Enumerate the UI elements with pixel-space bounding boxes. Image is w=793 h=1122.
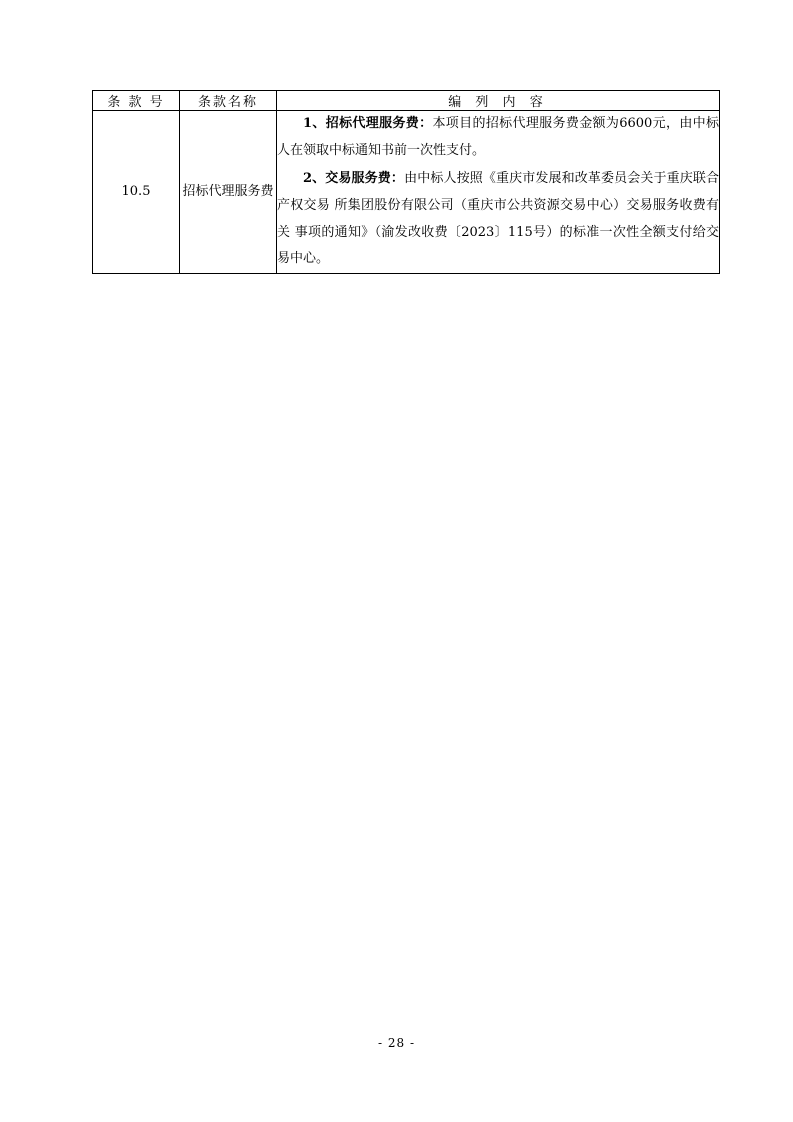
table-header	[93, 91, 720, 111]
page-footer: - 28 -	[377, 1036, 415, 1050]
content-paragraph-1	[277, 111, 719, 164]
clause-table	[92, 90, 720, 274]
content-paragraph-2	[277, 166, 719, 273]
cell-content	[277, 111, 720, 274]
table-header-row	[93, 91, 720, 111]
column-header-content: 编 列 内 容	[277, 91, 720, 111]
cell-clause-name: 招标代理服务费	[180, 111, 277, 274]
table-body	[93, 111, 720, 274]
cell-clause-no: 10.5	[93, 111, 180, 274]
column-header-clause-name: 条款名称	[180, 91, 277, 111]
paragraph-2-lead: 2、交易服务费：	[303, 171, 405, 187]
paragraph-2-body: 由中标人按照《重庆市发展和改革委员会关于重庆联合产权交易 所集团股份有限公司（重庆市公共资源交易中心）交易服务收费有关 事项的通知》（渝发改收费〔2023〕115号）的标准一次性全额支付给交易中心。	[277, 171, 719, 267]
paragraph-1-lead: 1、招标代理服务费：	[303, 116, 433, 131]
table-row	[93, 111, 720, 274]
column-header-clause-no: 条 款 号	[93, 91, 180, 111]
paragraph-1-body: 本项目的招标代理服务费金额为6600元，由中标人在领取中标通知书前一次性支付。	[277, 116, 719, 158]
